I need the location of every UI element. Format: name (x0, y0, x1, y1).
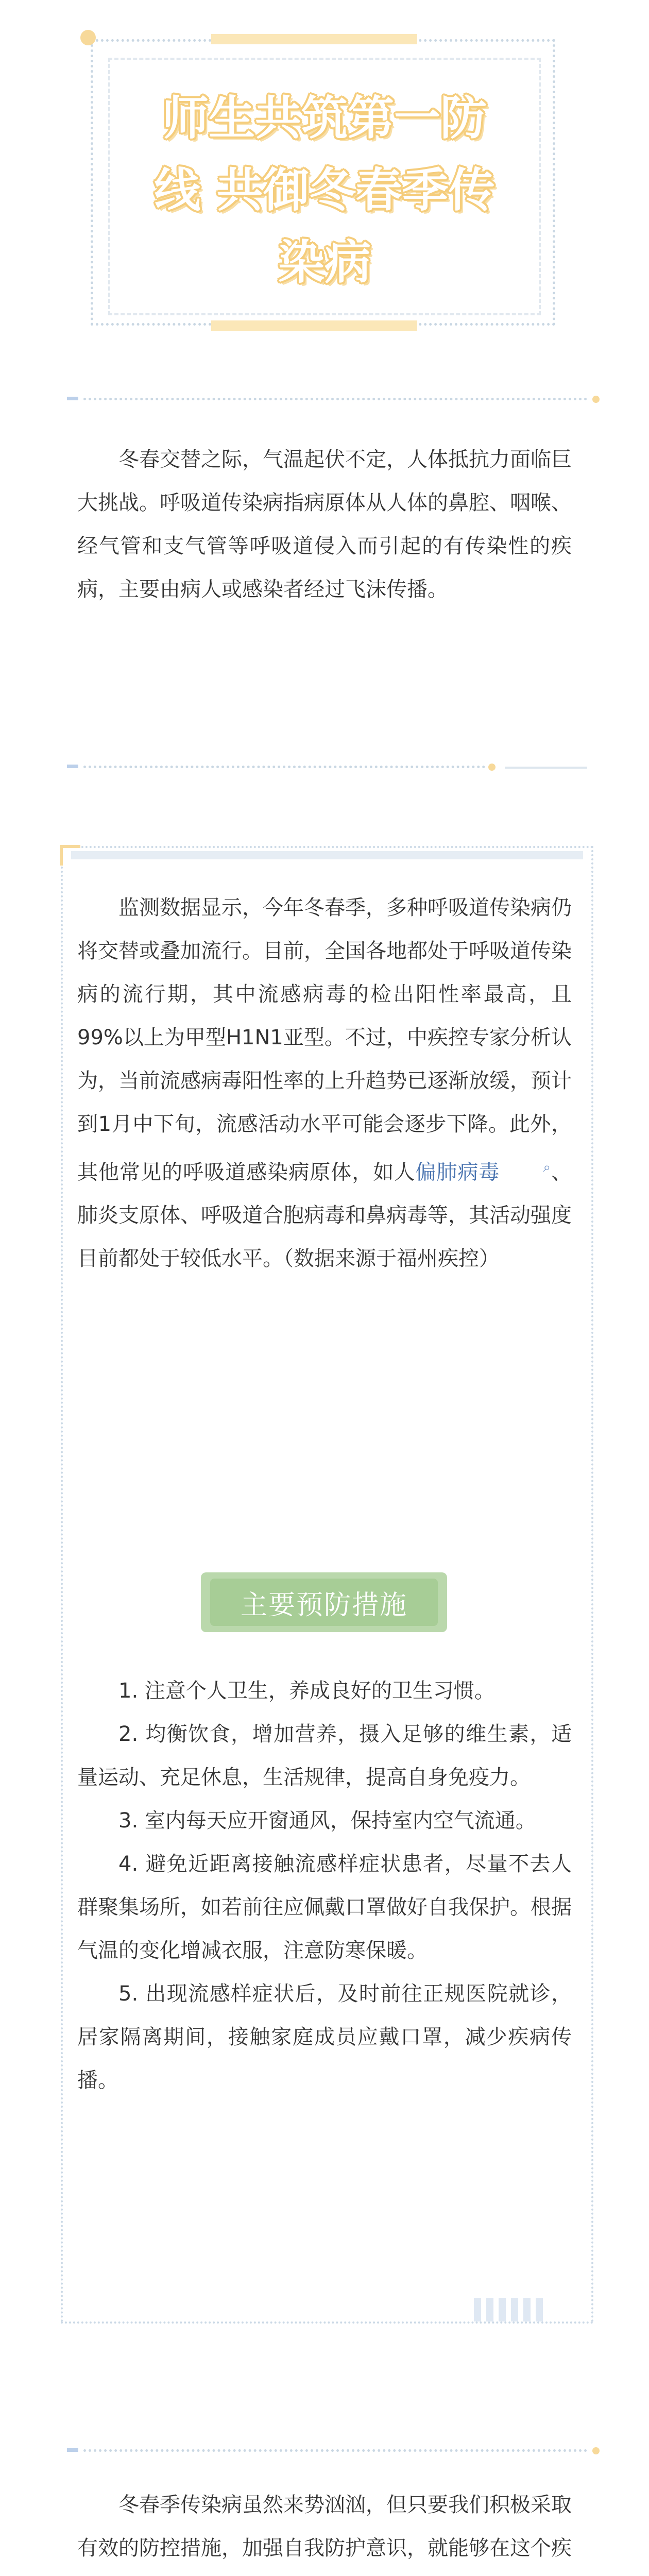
card-corner (60, 845, 80, 866)
separator-dash (67, 765, 78, 768)
list-item: 1. 注意个人卫生，养成良好的卫生习惯。 (118, 1679, 495, 1703)
list-item: 4. 避免近距离接触流感样症状患者，尽量不去人群聚集场所，如若前往应佩戴口罩做好自我保护。根据气温的变化增减衣服，注意防寒保暖。 (77, 1852, 572, 1962)
separator-dot (592, 396, 600, 403)
intro-section (77, 438, 572, 611)
separator-dotted (83, 2449, 587, 2452)
separator-dot (488, 764, 496, 771)
closing-paragraph: 冬春季传染病虽然来势汹汹，但只要我们积极采取有效的防控措施，加强自我防护意识，就能够在这个疾 (77, 2493, 572, 2560)
title-line-1: 师生共筑第一防 (162, 91, 487, 145)
list-item: 2. 均衡饮食，增加营养，摄入足够的维生素，适量运动、充足休息，生活规律，提高自身免疫力。 (77, 1722, 572, 1789)
separator-dotted (83, 766, 485, 768)
monitoring-text-1: 监测数据显示，今年冬春季，多种呼吸道传染病仍将交替或叠加流行。目前，全国各地都处于呼吸道传染病的流行期，其中流感病毒的检出阳性率最高，且99%以上为甲型H1N1亚型。不过，中疾控专家分析认为，当前流感病毒阳性率的上升趋势已逐渐放缓，预计到1月中下旬，流感活动水平可能会逐步下降。此外，其他常见的呼吸道感染病原体，如人 (77, 896, 572, 1184)
separator-dotted (83, 398, 587, 400)
closing-section (77, 2483, 572, 2576)
list-item: 5. 出现流感样症状后，及时前往正规医院就诊，居家隔离期间，接触家庭成员应戴口罩，减少疾病传播。 (77, 1982, 572, 2092)
separator-dot (592, 2447, 600, 2454)
separator-dash (67, 397, 78, 400)
title-bar-top (211, 34, 417, 44)
title-bar-bottom (211, 320, 417, 331)
list-item: 3. 室内每天应开窗通风，保持室内空气流通。 (118, 1809, 536, 1833)
monitoring-paragraph (77, 886, 572, 1280)
decorative-dot (80, 30, 96, 45)
measures-list (77, 1669, 572, 2102)
section-heading: 主要预防措施 (210, 1579, 438, 1626)
card-top-bar (71, 851, 583, 859)
title-line-2: 线 共御冬春季传 (154, 163, 495, 217)
decorative-stripes (474, 2298, 543, 2321)
title-line-3: 染病 (278, 235, 371, 290)
pathogen-link[interactable]: 偏肺病毒 (415, 1160, 500, 1184)
separator-dash (67, 2448, 78, 2452)
page-title (129, 82, 520, 299)
monitoring-text-2: 、肺炎支原体、呼吸道合胞病毒和鼻病毒等，其活动强度目前都处于较低水平。（数据来源于福州疾控） (77, 1160, 572, 1271)
monitoring-section (77, 886, 572, 1280)
search-icon[interactable]: ⌕ (543, 1160, 551, 1175)
separator-line (505, 767, 587, 769)
intro-paragraph: 冬春交替之际，气温起伏不定，人体抵抗力面临巨大挑战。呼吸道传染病指病原体从人体的鼻腔、咽喉、经气管和支气管等呼吸道侵入而引起的有传染性的疾病，主要由病人或感染者经过飞沫传播。 (77, 448, 572, 601)
